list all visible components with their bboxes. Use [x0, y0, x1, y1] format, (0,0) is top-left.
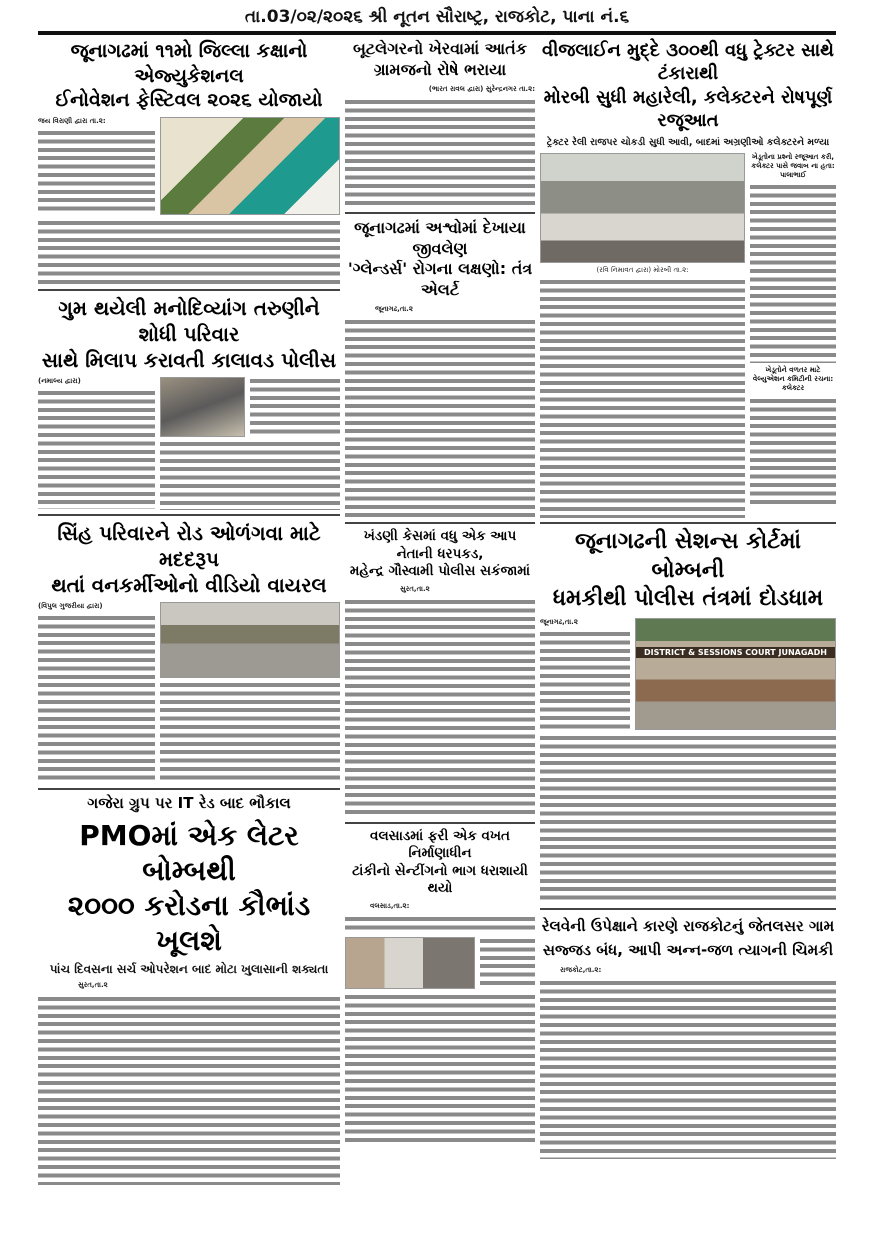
headline-line: મહેન્દ્ર ગૌસ્વામી પોલીસ સકંજામાં: [349, 563, 531, 580]
bootlegger-dateline: (ભારત રાવલ દ્વારા) સુરેન્દ્રનગર તા.૨:: [428, 84, 535, 93]
pmo-kicker: ગજેરા ગ્રુપ પર IT રેડ બાદ ભૌકાલ: [87, 794, 291, 813]
pmo-headline: [38, 818, 340, 958]
police-photo-1: [160, 377, 245, 437]
headline-line: જૂનાગઢની સેશન્સ કોર્ટમાં બોમ્બની: [575, 529, 801, 583]
headline-line: થતાં વનકર્મીઓનો વીડિયો વાયરલ: [51, 573, 327, 598]
divider: [540, 522, 836, 524]
missing-girl-row: [38, 377, 340, 510]
valsad-headline: [345, 828, 535, 898]
headline-line: વલસાડમાં ફરી એક વખત નિર્માણાધીન: [370, 827, 510, 862]
water-tank-photo: [345, 937, 475, 989]
missing-girl-dateline: (નમાલ્ય દ્વારા): [38, 377, 81, 386]
divider: [38, 289, 340, 291]
headline-line: ગુમ થયેલી મનોદિવ્યાંગ તરુણીને શોધી પરિવાર: [58, 296, 320, 347]
sessions-court-dateline: જૂનાગઢ,તા.૨: [540, 617, 578, 626]
jetalsar-body: [540, 979, 836, 1159]
lions-body: [38, 614, 155, 784]
right-column: [540, 39, 836, 1159]
festival-body: [38, 129, 155, 215]
headline-line: સિંહ પરિવારને રોડ ઓળંગવા માટે મદદરૂપ: [57, 521, 321, 572]
pmo-subhead: પાંચ દિવસના સર્ચ ઓપરેશન બાદ મોટા ખુલાસાની શક્યતા: [49, 961, 329, 976]
lions-dateline: (વિપુલ ગુજરીયા દ્વારા): [38, 602, 103, 611]
missing-girl-right: [160, 377, 340, 510]
festival-body-2: [38, 219, 340, 285]
sessions-court-body: [540, 630, 630, 730]
festival-row: [38, 117, 340, 215]
jetalsar-dateline: રાજકોટ,તા.૨:: [560, 965, 602, 974]
headline-line: વીજલાઈન મુદ્દે ૩૦૦થી વધુ ટ્રેક્ટર સાથે ટંકારાથી: [542, 40, 834, 85]
festival-dateline: જય વિરાણી દ્વારા તા.૨:: [38, 117, 106, 126]
valsad-body-2: [480, 937, 535, 989]
headline-line: ઈનોવેશન ફેસ્ટિવલ ૨૦૨૬ યોજાયો: [55, 89, 323, 112]
divider: [38, 514, 340, 516]
headline-line: જૂનાગઢમાં અશ્વોમાં દેખાયા જીવલેણ: [354, 217, 526, 258]
court-building-photo: [635, 618, 836, 730]
missing-girl-headline: [38, 295, 340, 373]
valsad-photo-row: [345, 937, 535, 989]
left-column: [38, 39, 340, 1184]
divider: [38, 788, 340, 790]
headline-line: રેલવેની ઉપેક્ષાને કારણે રાજકોટનું જેતલસર ગામ: [541, 916, 835, 935]
lions-road-photo: [160, 602, 340, 678]
bootlegger-headline: [345, 39, 535, 81]
sessions-court-row: [540, 618, 836, 730]
pmo-body: [38, 995, 340, 1185]
glanders-dateline: જૂનાગઢ,તા.૨: [375, 304, 413, 313]
divider: [345, 522, 535, 524]
tractor-headline: [540, 39, 836, 133]
headline-line: મોરબી સુધી મહારેલી, કલેક્ટરને રોષપૂર્ણ રજૂઆત: [543, 86, 833, 132]
missing-girl-body-3: [160, 440, 340, 510]
headline-line: ધમકીથી પોલીસ તંત્રમાં દોડધામ: [552, 586, 824, 612]
tractor-right: [750, 153, 836, 507]
headline-line: ખંડણી કેસમાં વધુ એક આપ નેતાની ધરપકડ,: [363, 528, 517, 562]
sessions-court-headline: [540, 528, 836, 614]
headline-line: સાથે મિલાપ કરાવતી કાલાવડ પોલીસ: [41, 348, 337, 373]
glanders-headline: [345, 218, 535, 301]
lions-row: [38, 602, 340, 784]
extortion-headline: [345, 528, 535, 581]
divider: [345, 822, 535, 824]
missing-girl-text-col: [38, 377, 155, 509]
extortion-dateline: સુરત,તા.૨: [400, 584, 430, 593]
lions-body-2: [160, 681, 340, 781]
court-signboard-text: DISTRICT & SESSIONS COURT JUNAGADH: [636, 647, 835, 658]
festival-award-photo: [160, 117, 340, 215]
masthead-date-line: તા.03/૦૨/૨૦૨૬ શ્રી નૂતન સૌરાષ્ટ્ર, રાજકોટ, પાના નં.૬: [244, 7, 630, 27]
valsad-body: [345, 915, 535, 933]
tractor-row: [540, 153, 836, 518]
festival-text-col: [38, 117, 155, 215]
missing-girl-body-2: [250, 377, 340, 437]
lions-headline: [38, 520, 340, 598]
missing-girl-body: [38, 389, 155, 509]
middle-column: [345, 39, 535, 1143]
pmo-dateline: સુરત,તા.૨: [78, 981, 108, 990]
tractor-caption: (રવિ નિમાવત દ્વારા) મોરબી તા.૨:: [596, 266, 689, 274]
tractor-subhead: ટ્રેક્ટર રેલી રાજપર ચોકડી સુધી આવી, બાદમાં અગ્રણીઓ કલેક્ટરને મળ્યા: [546, 136, 830, 148]
tractor-side-head-2: ખેડૂતોને વળતર માટે વેલ્યુએશન કમિટીની રચના: કલેક્ટર: [752, 366, 834, 393]
glanders-body: [345, 318, 535, 518]
headline-line: ટાંકીનો સેન્ટીંગનો ભાગ ધરાશાયી થયો: [352, 862, 528, 897]
headline-line: બૂટલેગરનો ખેરવામાં આતંક: [352, 39, 528, 59]
extortion-body: [345, 598, 535, 818]
missing-girl-photo-row: [160, 377, 340, 437]
tractor-side-head: ખેડૂતોના પ્રશ્નો રજૂઆત કરી, કલેક્ટર પાસે જવાબ ના હતા: પાલાભાઈ: [751, 153, 835, 180]
lions-right: [160, 602, 340, 781]
tractor-body-right-2: [750, 397, 836, 507]
divider: [345, 212, 535, 214]
masthead-rule: [38, 31, 836, 35]
tractor-body: [540, 278, 745, 518]
headline-line: 'ગ્લેન્ડર્સ' રોગના લક્ષણો: તંત્ર એલર્ટ: [347, 259, 533, 300]
tractor-body-right: [750, 183, 836, 363]
headline-line: ૨૦૦૦ કરોડના કૌભાંડ ખૂલશે: [67, 888, 311, 957]
jetalsar-headline: [540, 914, 836, 962]
valsad-body-3: [345, 993, 535, 1143]
lions-text-col: [38, 602, 155, 784]
festival-headline: [38, 39, 340, 113]
bootlegger-body: [345, 98, 535, 208]
headline-line: જૂનાગઢમાં ૧૧મો જિલ્લા કક્ષાનો એજ્યુકેશનલ: [70, 40, 308, 87]
tractor-left: [540, 153, 745, 518]
sessions-court-body-2: [540, 734, 836, 904]
headline-line: સજ્જડ બંધ, આપી અન્ન-જળ ત્યાગની ચિમકી: [542, 940, 834, 959]
divider: [540, 908, 836, 910]
headline-line: PMOમાં એક લેટર બોમ્બથી: [79, 818, 299, 887]
valsad-dateline: વલસાડ,તા.૨:: [370, 901, 410, 910]
sessions-court-text-col: [540, 618, 630, 730]
page-columns: [38, 39, 836, 1184]
headline-line: ગ્રામજનો રોષે ભરાયા: [373, 59, 507, 79]
tractor-rally-photo: [540, 153, 745, 263]
